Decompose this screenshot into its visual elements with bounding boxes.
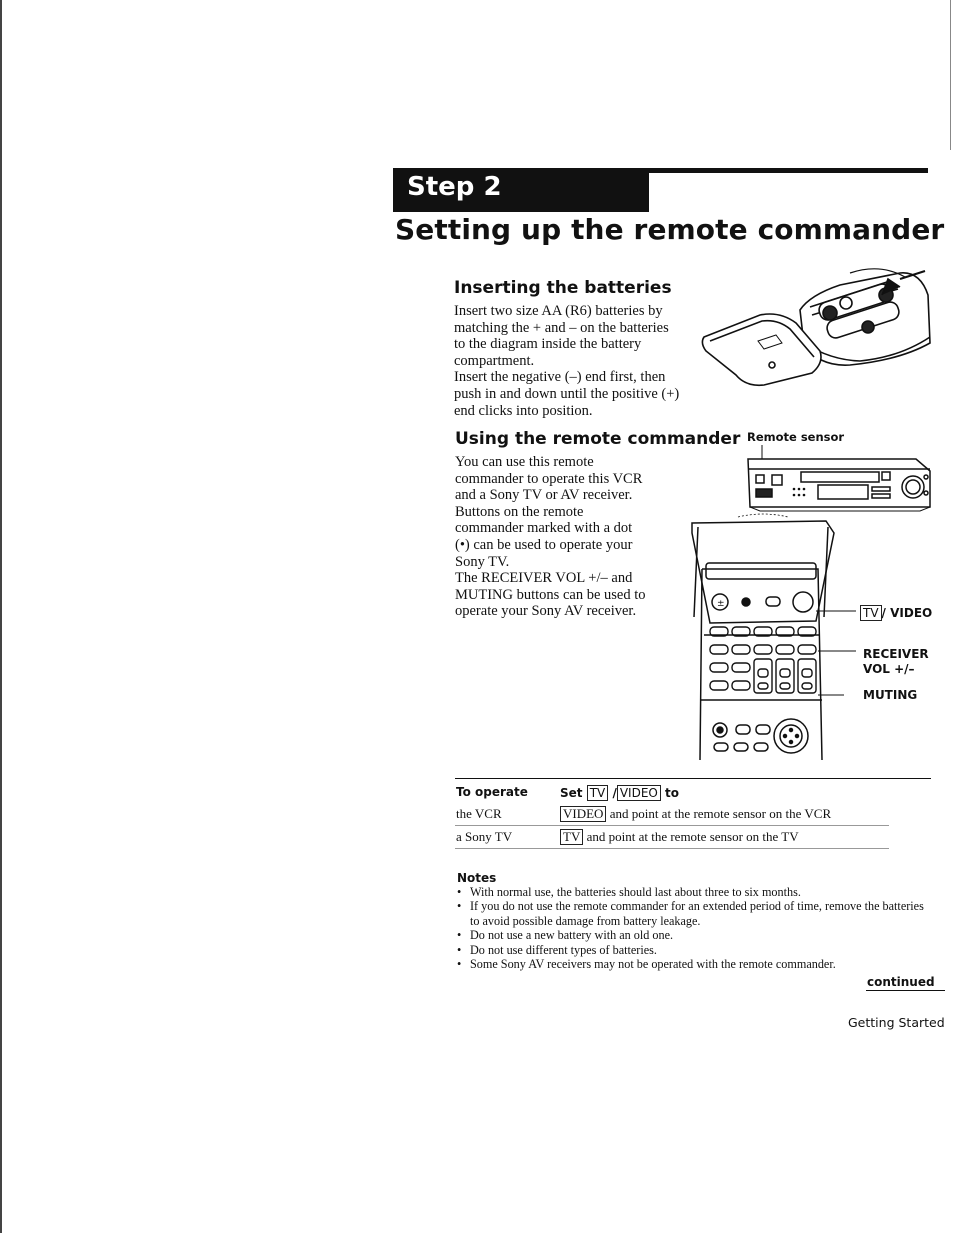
batteries-text: [454, 303, 679, 419]
operation-table: [455, 778, 931, 858]
batteries-line: compartment.: [454, 352, 535, 369]
using-line: MUTING buttons can be used to: [455, 586, 646, 603]
row-instruction: [560, 829, 799, 845]
note-item: • With normal use, the batteries should last about three to six months.: [457, 885, 927, 899]
vcr-remote-illustration: [688, 445, 934, 763]
using-line: commander marked with a dot: [455, 520, 633, 537]
batteries-line: push in and down until the positive (+): [454, 385, 680, 402]
using-line: operate your Sony AV receiver.: [455, 603, 637, 620]
batteries-line: to the diagram inside the battery: [454, 336, 642, 353]
step-banner: [393, 168, 928, 212]
batteries-line: matching the + and – on the batteries: [454, 319, 669, 336]
row-text: and point at the remote sensor on the TV: [586, 829, 799, 844]
notes-list: [457, 885, 927, 971]
video-callout-text: / VIDEO: [881, 606, 933, 620]
step-label: Step 2: [407, 172, 502, 202]
page-title: Setting up the remote commander: [395, 213, 945, 246]
note-item: • Do not use different types of batteries.: [457, 943, 927, 957]
row-target: the VCR: [456, 806, 502, 821]
step-rule: [649, 168, 928, 173]
using-line: Sony TV.: [455, 553, 510, 570]
batteries-heading: Inserting the batteries: [454, 278, 672, 298]
remote-sensor-label: Remote sensor: [747, 430, 845, 444]
row-text: and point at the remote sensor on the VCR: [609, 806, 832, 821]
section-footer: Getting Started: [848, 1015, 945, 1030]
row-instruction: [560, 806, 831, 822]
note-item: • Do not use a new battery with an old one.: [457, 928, 927, 942]
receiver-label: RECEIVER: [863, 647, 929, 661]
note-item: • If you do not use the remote commander for an extended period of time, remove the batteries to avoid possible damage from battery leakage.: [457, 899, 927, 928]
tv-key-box: TV: [560, 829, 583, 845]
table-row: [455, 826, 889, 849]
note-item: • Some Sony AV receivers may not be operated with the remote commander.: [457, 957, 927, 971]
to-text: to: [665, 786, 680, 800]
batteries-line: Insert the negative (–) end first, then: [454, 369, 666, 386]
vol-label: VOL +/–: [863, 662, 915, 676]
svg-text:±: ±: [717, 599, 725, 609]
row-target: a Sony TV: [456, 829, 513, 844]
using-line: Buttons on the remote: [455, 503, 584, 520]
table-header-operate: To operate: [456, 785, 528, 799]
using-line: You can use this remote: [455, 454, 594, 470]
muting-callout: MUTING: [863, 688, 918, 702]
tv-video-callout: [860, 605, 932, 621]
video-key-box: VIDEO: [560, 806, 606, 822]
table-top-rule: [455, 778, 931, 779]
using-line: (•) can be used to operate your: [455, 536, 633, 553]
tv-key-box: TV: [587, 785, 609, 801]
continued-label: continued: [867, 975, 935, 989]
using-line: The RECEIVER VOL +/– and: [455, 570, 633, 587]
table-header-set: [560, 785, 679, 801]
using-heading: Using the remote commander: [455, 429, 741, 449]
using-line: commander to operate this VCR: [455, 470, 643, 487]
continued-rule: [866, 990, 945, 991]
page-edge-line-right: [950, 0, 951, 150]
using-line: and a Sony TV or AV receiver.: [455, 487, 633, 504]
batteries-line: Insert two size AA (R6) batteries by: [454, 303, 663, 319]
tv-key-box: TV: [860, 605, 882, 621]
batteries-line: end clicks into position.: [454, 402, 593, 419]
separator: /: [612, 786, 617, 800]
notes-title: Notes: [457, 871, 497, 885]
table-row: [455, 803, 889, 826]
using-text: [455, 454, 645, 620]
video-key-box: VIDEO: [617, 785, 661, 801]
set-text: Set: [560, 786, 583, 800]
battery-illustration: [700, 265, 932, 390]
page-edge-line: [0, 0, 2, 1233]
receiver-callout: [863, 647, 929, 677]
